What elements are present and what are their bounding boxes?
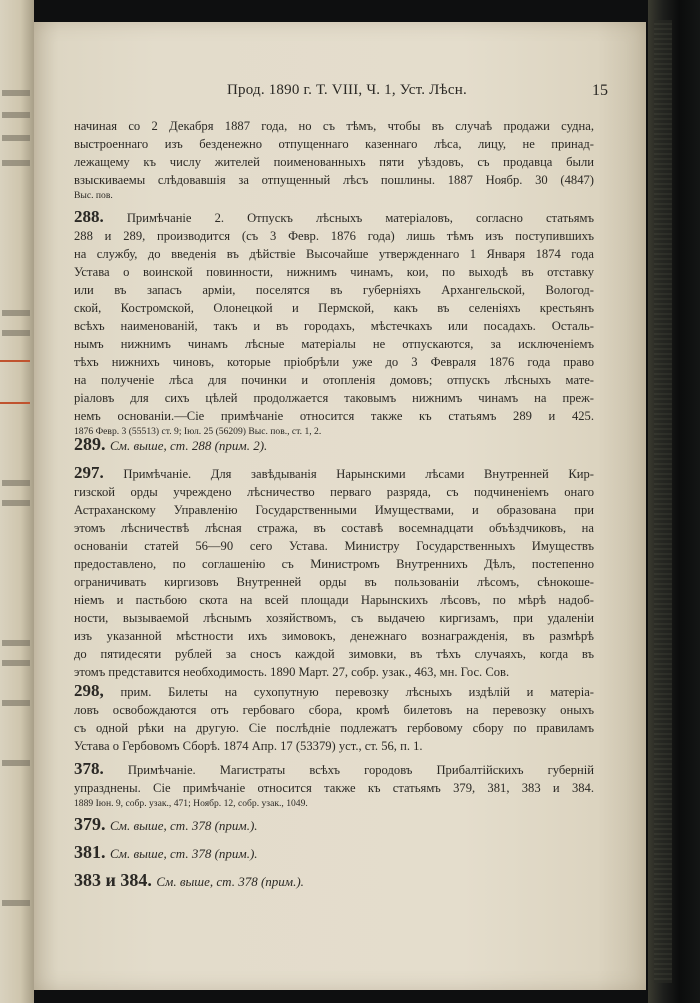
text-line: Астраханскому Управленію Государственными Имуществами, и образована при	[74, 503, 594, 517]
text-line: Примѣчаніе. Магистраты всѣхъ городовъ Прибалтійскихъ губерній	[127, 763, 594, 777]
text-line: тѣхъ нижнихъ чиновъ, которые пріобрѣли уже до 3 Февраля 1876 года право	[74, 355, 594, 369]
text-line: ловъ освобождаются отъ гербоваго сбора, кромѣ билетовъ на перевозку оныхъ	[74, 703, 594, 717]
text-line: начиная со 2 Декабря 1887 года, но съ тѣмъ, чтобы въ случаѣ продажи судна,	[74, 119, 594, 133]
cross-reference: См. выше, ст. 378 (прим.).	[110, 818, 258, 833]
text-line: изъ указанной мѣстности ихъ зимовокъ, денежнаго вознагражденія, въ размѣрѣ	[74, 629, 594, 643]
article-381	[74, 842, 258, 863]
text-line: этомъ лѣсничествѣ лѣсная стража, въ составѣ восемнадцати объѣздчиковъ, на	[74, 521, 594, 535]
text-line: ніемъ и пастьбою скота на всей площади Нарынскихъ лѣсовъ, по мѣрѣ надоб-	[74, 593, 594, 607]
article-383-384	[74, 870, 304, 891]
article-number: 383 и 384.	[74, 870, 152, 890]
text-line: прим. Билеты на сухопутную перевозку лѣсныхъ издѣлій и матеріа-	[120, 685, 594, 699]
article-289	[74, 434, 267, 455]
text-line: Примѣчаніе. Для завѣдыванія Нарынскими лѣсами Внутренней Кир-	[123, 467, 594, 481]
text-line: основаніи статей 56—90 сего Устава. Министру Государственныхъ Имуществъ	[74, 539, 594, 553]
article-297	[74, 464, 594, 681]
article-number: 289.	[74, 434, 106, 454]
running-header	[74, 82, 626, 102]
text-line: немъ основаніи.—Сіе примѣчаніе относится также къ статьямъ 289 и 425.	[74, 409, 594, 423]
text-line: ограничивать киргизовъ Внутренней орды въ пользованіи лѣсомъ, сѣнокоше-	[74, 575, 594, 589]
text-line: нымъ нижнимъ чинамъ лѣсные матеріалы не отпускаются, за исключеніемъ	[74, 337, 594, 351]
text-line: Устава о Гербовомъ Сборѣ. 1874 Апр. 17 (53379) уст., ст. 56, п. 1.	[74, 739, 423, 753]
text-line: ности, вызываемой лѣснымъ хозяйствомъ, съ выдачею киргизамъ, при удаленіи	[74, 611, 594, 625]
text-line: Примѣчаніе 2. Отпускъ лѣсныхъ матеріаловъ, согласно статьямъ	[126, 211, 594, 225]
page-number: 15	[592, 82, 608, 99]
text-line: Выс. пов.	[74, 190, 113, 201]
intro-paragraph	[74, 117, 594, 203]
text-line: ріаловъ для сихъ цѣлей продолжается таковымъ нижнимъ чинамъ на преж-	[74, 391, 594, 405]
text-line: всѣхъ наименованій, такъ и въ городахъ, мѣстечкахъ или посадахъ. Осталь-	[74, 319, 594, 333]
book-page	[34, 22, 646, 990]
text-line: 288 и 289, производится (съ 3 Февр. 1876 года) лишь тѣмъ изъ поступившихъ	[74, 229, 594, 243]
header-title: Прод. 1890 г. Т. VIII, Ч. 1, Уст. Лѣсн.	[227, 82, 467, 98]
text-line: ской, Костромской, Олонецкой и Пермской, какъ въ селеніяхъ крестьянъ	[74, 301, 594, 315]
article-number: 381.	[74, 842, 106, 862]
text-line: Устава о воинской повинности, нижнимъ чинамъ, кои, по выходѣ въ отставку	[74, 265, 594, 279]
cross-reference: См. выше, ст. 288 (прим. 2).	[110, 438, 268, 453]
text-line: до пятидесяти рублей за сносъ каждой зимовки, въ тѣхъ случаяхъ, когда въ	[74, 647, 594, 661]
left-page-edge	[0, 0, 34, 1003]
text-line: упразднены. Сіе примѣчаніе относится также къ статьямъ 379, 381, 383 и 384.	[74, 781, 594, 795]
article-298	[74, 682, 594, 755]
text-line: на службу, до введенія въ дѣйствіе Высочайше утвержденнаго 1 Января 1874 года	[74, 247, 594, 261]
article-number: 378.	[74, 759, 104, 778]
cross-reference: См. выше, ст. 378 (прим.).	[110, 846, 258, 861]
citation: 1889 Іюн. 9, собр. узак., 471; Ноябр. 12, собр. узак., 1049.	[74, 798, 308, 809]
text-line: выстроеннаго изъ безденежно отпущеннаго казеннаго лѣса, лицу, не принад-	[74, 137, 594, 151]
text-line: лежащему къ числу жителей поименованныхъ пяти уѣздовъ, съ продавца были	[74, 155, 594, 169]
text-line: съ одной рѣки на другую. Сіе послѣдніе подлежатъ гербовому сбору по правиламъ	[74, 721, 594, 735]
article-number: 288.	[74, 207, 104, 226]
article-number: 298,	[74, 681, 104, 700]
article-379	[74, 814, 258, 835]
text-line: или въ запасъ арміи, поселятся въ губерніяхъ Архангельской, Вологод-	[74, 283, 594, 297]
article-number: 379.	[74, 814, 106, 834]
text-line: предоставлено, по соглашенію съ Министромъ Внутреннихъ Дѣлъ, постепенно	[74, 557, 594, 571]
article-378	[74, 760, 594, 811]
book-binding-edge	[648, 0, 700, 1003]
text-line: взыскиваемы слѣдовавшія за отпущенный лѣсъ пошлины. 1887 Ноябр. 30 (4847)	[74, 173, 594, 187]
text-line: этомъ представится необходимость. 1890 Март. 27, собр. узак., 463, мн. Гос. Сов.	[74, 665, 510, 679]
article-288	[74, 208, 594, 439]
article-number: 297.	[74, 463, 104, 482]
citation: 1876 Февр. 3 (55513) ст. 9; Іюл. 25 (56209) Выс. пов., ст. 1, 2.	[74, 426, 322, 437]
cross-reference: См. выше, ст. 378 (прим.).	[156, 874, 304, 889]
text-line: гизской орды учреждено лѣсничество перваго разряда, съ подчиненіемъ онаго	[74, 485, 594, 499]
text-line: на полученіе лѣса для починки и отопленія домовъ; отпускъ лѣсныхъ мате-	[74, 373, 594, 387]
